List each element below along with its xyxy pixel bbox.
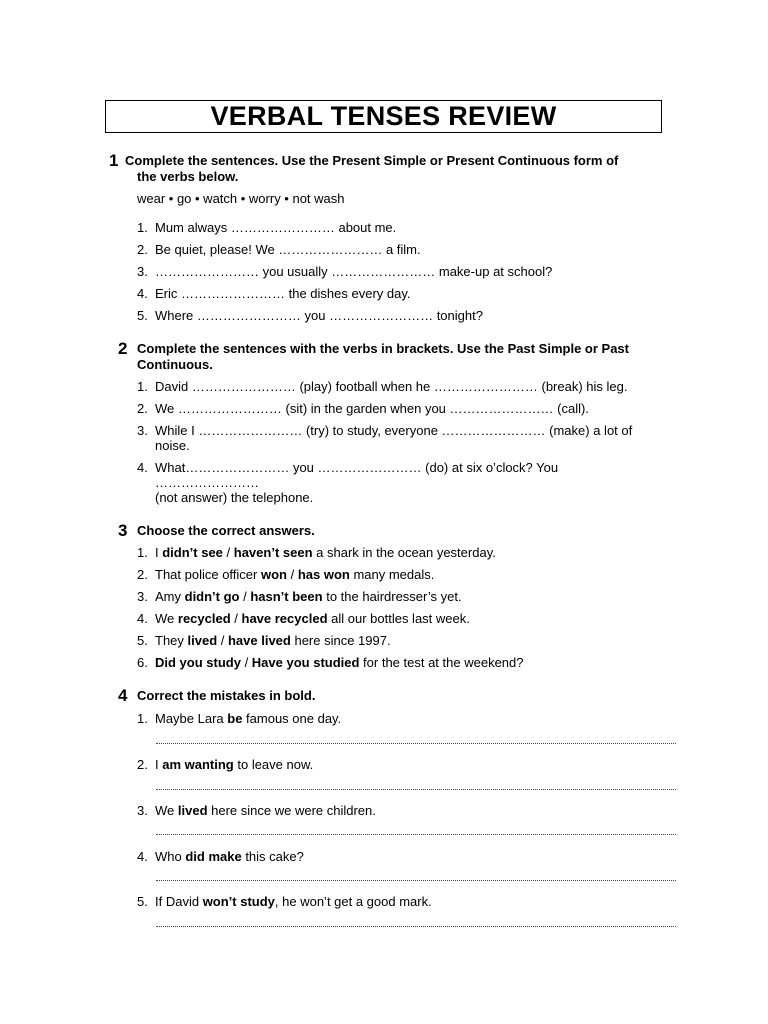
section-instruction-cont: the verbs below. [137, 169, 239, 184]
list-item [137, 308, 483, 323]
option-separator: / [217, 633, 228, 648]
section-instruction: Complete the sentences with the verbs in brackets. Use the Past Simple or Past [137, 341, 629, 356]
list-item [137, 803, 376, 818]
item-number: 4. [137, 849, 148, 864]
list-item [137, 611, 470, 626]
item-text: Where …………………… you …………………… tonight? [155, 308, 483, 323]
item-text: Eric …………………… the dishes every day. [155, 286, 411, 301]
item-text: While I …………………… (try) to study, everyone …………………… (make) a lot of [155, 423, 633, 438]
item-number: 5. [137, 308, 148, 323]
item-text-cont: (not answer) the telephone. [155, 490, 314, 505]
item-text: Amy [155, 589, 185, 604]
item-text: a shark in the ocean yesterday. [312, 545, 496, 560]
list-item [137, 849, 304, 864]
item-text: all our bottles last week. [327, 611, 470, 626]
answer-line[interactable] [156, 880, 676, 881]
list-item [137, 220, 396, 235]
item-text: to the hairdresser’s yet. [322, 589, 462, 604]
item-text: If David [155, 894, 203, 909]
section-number: 1 [109, 151, 119, 170]
item-number: 3. [137, 423, 148, 438]
section-instruction: Correct the mistakes in bold. [137, 688, 316, 703]
item-text-cont: …………………… [155, 475, 259, 490]
item-text-cont: noise. [155, 438, 190, 453]
list-item [137, 633, 391, 648]
page-title: VERBAL TENSES REVIEW [210, 101, 557, 131]
item-number: 1. [137, 711, 148, 726]
list-item [137, 589, 462, 604]
option-separator: / [286, 567, 298, 582]
list-item [137, 567, 434, 582]
answer-line[interactable] [156, 926, 676, 927]
section-number: 3 [118, 521, 128, 540]
answer-line[interactable] [156, 834, 676, 835]
list-item [137, 460, 558, 475]
option-separator: / [230, 611, 242, 626]
option-a[interactable]: Did you study [155, 655, 241, 670]
item-text: here since 1997. [290, 633, 391, 648]
mistake-text: won’t study [202, 894, 275, 909]
mistake-text: am wanting [162, 757, 234, 772]
answer-line[interactable] [156, 743, 676, 744]
option-b[interactable]: have lived [227, 633, 291, 648]
item-text: many medals. [349, 567, 435, 582]
section-instruction: Choose the correct answers. [137, 523, 315, 538]
option-a[interactable]: didn’t go [184, 589, 240, 604]
item-text: David …………………… (play) football when he …………………… (break) his leg. [155, 379, 628, 394]
item-number: 1. [137, 545, 148, 560]
title-box [105, 100, 662, 133]
section-number: 2 [118, 339, 128, 358]
option-a[interactable]: won [260, 567, 287, 582]
item-text: for the test at the weekend? [359, 655, 524, 670]
option-a[interactable]: didn’t see [162, 545, 223, 560]
list-item [137, 423, 632, 438]
item-text: to leave now. [233, 757, 314, 772]
item-number: 3. [137, 589, 148, 604]
item-text: , he won’t get a good mark. [274, 894, 432, 909]
section-instruction-cont: Continuous. [137, 357, 213, 372]
list-item [137, 286, 411, 301]
item-text: They [155, 633, 188, 648]
item-number: 3. [137, 803, 148, 818]
list-item [137, 545, 496, 560]
option-separator: / [240, 655, 252, 670]
option-separator: / [239, 589, 251, 604]
item-text: We [155, 611, 178, 626]
item-number: 2. [137, 757, 148, 772]
list-item [137, 401, 589, 416]
section-number: 4 [118, 686, 128, 705]
item-number: 4. [137, 286, 148, 301]
item-text: We [155, 803, 178, 818]
list-item [137, 264, 552, 279]
mistake-text: lived [177, 803, 208, 818]
item-text: famous one day. [242, 711, 342, 726]
item-number: 6. [137, 655, 148, 670]
item-number: 3. [137, 264, 148, 279]
mistake-text: be [227, 711, 243, 726]
word-list: wear • go • watch • worry • not wash [137, 191, 345, 206]
item-number: 4. [137, 611, 148, 626]
list-item [137, 242, 421, 257]
item-text: Who [155, 849, 186, 864]
item-text: That police officer [155, 567, 261, 582]
answer-line[interactable] [156, 789, 676, 790]
option-b[interactable]: hasn’t been [250, 589, 323, 604]
mistake-text: did make [185, 849, 242, 864]
item-text: here since we were children. [207, 803, 376, 818]
item-number: 2. [137, 242, 148, 257]
section-instruction: Complete the sentences. Use the Present Simple or Present Continuous form of [125, 153, 619, 168]
option-b[interactable]: has won [297, 567, 350, 582]
item-number: 1. [137, 379, 148, 394]
option-b[interactable]: haven’t seen [233, 545, 313, 560]
item-text: Maybe Lara [155, 711, 228, 726]
item-text: Mum always …………………… about me. [155, 220, 397, 235]
option-a[interactable]: lived [187, 633, 218, 648]
item-number: 2. [137, 401, 148, 416]
item-text: this cake? [241, 849, 304, 864]
item-number: 2. [137, 567, 148, 582]
option-b[interactable]: have recycled [241, 611, 328, 626]
option-separator: / [222, 545, 234, 560]
list-item [137, 655, 524, 670]
item-text: …………………… you usually …………………… make-up at school? [155, 264, 553, 279]
item-number: 1. [137, 220, 148, 235]
list-item [137, 711, 341, 726]
list-item [137, 757, 313, 772]
item-text: I [155, 757, 163, 772]
item-text: What…………………… you …………………… (do) at six o’clock? You [155, 460, 559, 475]
item-number: 4. [137, 460, 148, 475]
option-a[interactable]: recycled [177, 611, 231, 626]
item-text: I [155, 545, 163, 560]
option-b[interactable]: Have you studied [251, 655, 360, 670]
item-text: We …………………… (sit) in the garden when you …………………… (call). [155, 401, 589, 416]
item-text: Be quiet, please! We …………………… a film. [155, 242, 421, 257]
item-number: 5. [137, 894, 148, 909]
item-number: 5. [137, 633, 148, 648]
list-item [137, 894, 432, 909]
list-item [137, 379, 627, 394]
